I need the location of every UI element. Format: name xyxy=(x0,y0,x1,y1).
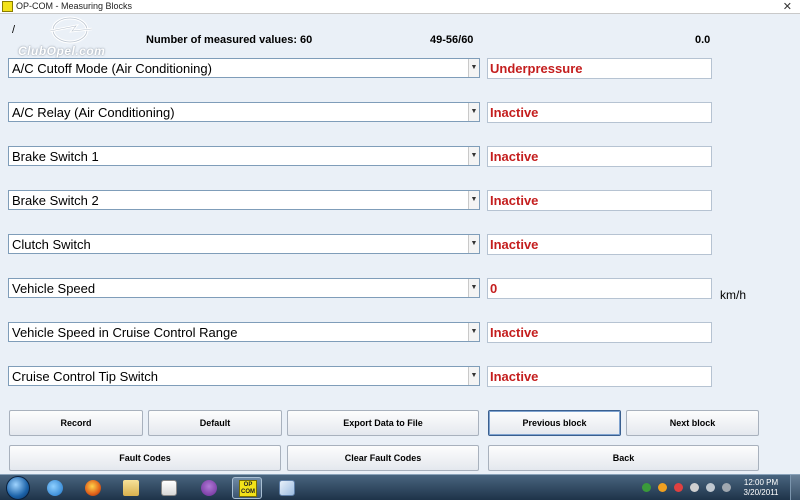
measurement-value: Underpressure xyxy=(490,61,583,76)
device-tray-icon[interactable] xyxy=(706,483,715,492)
dropdown-arrow-icon[interactable]: ▼ xyxy=(468,367,479,385)
measurement-label: Cruise Control Tip Switch xyxy=(12,369,158,384)
opcom-taskbar-button[interactable] xyxy=(232,477,262,499)
back-button[interactable]: Back xyxy=(488,445,759,471)
measurement-select-6[interactable] xyxy=(8,278,480,298)
fault-codes-button[interactable]: Fault Codes xyxy=(9,445,281,471)
measurement-value-2 xyxy=(487,102,712,123)
measurement-value-8 xyxy=(487,366,712,387)
dropdown-arrow-icon[interactable]: ▼ xyxy=(468,279,479,297)
path-indicator: / xyxy=(12,24,16,36)
paint-icon[interactable] xyxy=(272,477,302,499)
clock-date: 3/20/2011 xyxy=(743,488,779,497)
clock[interactable] xyxy=(736,478,786,498)
clear-fault-codes-button[interactable]: Clear Fault Codes xyxy=(287,445,479,471)
power-tray-icon[interactable] xyxy=(722,483,731,492)
measurement-label: Vehicle Speed xyxy=(12,281,96,296)
measurement-value: Inactive xyxy=(490,149,539,164)
measurement-select-3[interactable] xyxy=(8,146,480,166)
dropdown-arrow-icon[interactable]: ▼ xyxy=(468,103,479,121)
measurement-label: Clutch Switch xyxy=(12,237,91,252)
measurement-value-5 xyxy=(487,234,712,255)
next-block-button[interactable]: Next block xyxy=(626,410,759,436)
measurement-value-3 xyxy=(487,146,712,167)
measurement-label: Vehicle Speed in Cruise Control Range xyxy=(12,325,238,340)
measurement-value: Inactive xyxy=(490,369,539,384)
dropdown-arrow-icon[interactable]: ▼ xyxy=(468,147,479,165)
measurement-value-6 xyxy=(487,278,712,299)
measured-values-count: Number of measured values: 60 xyxy=(146,34,313,46)
measurement-value: Inactive xyxy=(490,105,539,120)
measurement-select-7[interactable] xyxy=(8,322,480,342)
clock-time: 12:00 PM xyxy=(743,478,779,487)
measurement-select-2[interactable] xyxy=(8,102,480,122)
measurement-value-1 xyxy=(487,58,712,79)
windows-start-icon[interactable] xyxy=(6,476,30,500)
elapsed-time: 0.0 xyxy=(695,34,711,46)
measurement-label: Brake Switch 2 xyxy=(12,193,99,208)
dropdown-arrow-icon[interactable]: ▼ xyxy=(468,323,479,341)
block-range: 49-56/60 xyxy=(430,34,474,46)
previous-block-button[interactable]: Previous block xyxy=(488,410,621,436)
opcom-taskbar-label: OP COM xyxy=(241,482,255,495)
window-title: OP-COM - Measuring Blocks xyxy=(16,1,133,11)
measurement-label: Brake Switch 1 xyxy=(12,149,99,164)
internet-explorer-icon[interactable] xyxy=(40,477,70,499)
dropdown-arrow-icon[interactable]: ▼ xyxy=(468,235,479,253)
measurement-value-4 xyxy=(487,190,712,211)
measurement-unit: km/h xyxy=(720,288,747,302)
measurement-value-7 xyxy=(487,322,712,343)
media-player-icon[interactable] xyxy=(154,477,184,499)
close-icon[interactable]: ✕ xyxy=(782,1,792,13)
measurement-select-5[interactable] xyxy=(8,234,480,254)
system-tray xyxy=(630,475,800,500)
dropdown-arrow-icon[interactable]: ▼ xyxy=(468,59,479,77)
security-tray-icon[interactable] xyxy=(674,483,683,492)
logo-text: ClubOpel.com xyxy=(18,44,106,58)
measurement-value: 0 xyxy=(490,281,498,296)
measuring-blocks-panel xyxy=(0,14,800,474)
measurement-label: A/C Relay (Air Conditioning) xyxy=(12,105,175,120)
taskbar xyxy=(0,474,800,500)
measurement-label: A/C Cutoff Mode (Air Conditioning) xyxy=(12,61,212,76)
measurement-value: Inactive xyxy=(490,325,539,340)
app-icon xyxy=(2,1,13,12)
firefox-icon[interactable] xyxy=(78,477,108,499)
measurement-value: Inactive xyxy=(490,193,539,208)
record-button[interactable]: Record xyxy=(9,410,143,436)
measurement-select-8[interactable] xyxy=(8,366,480,386)
folder-icon[interactable] xyxy=(116,477,146,499)
dropdown-arrow-icon[interactable]: ▼ xyxy=(468,191,479,209)
volume-tray-icon[interactable] xyxy=(690,483,699,492)
measurement-select-1[interactable] xyxy=(8,58,480,78)
yahoo-messenger-icon[interactable] xyxy=(194,477,224,499)
update-tray-icon[interactable] xyxy=(658,483,667,492)
default-button[interactable]: Default xyxy=(148,410,282,436)
export-data-button[interactable]: Export Data to File xyxy=(287,410,479,436)
network-tray-icon[interactable] xyxy=(642,483,651,492)
measurement-value: Inactive xyxy=(490,237,539,252)
measurement-select-4[interactable] xyxy=(8,190,480,210)
show-desktop-button[interactable] xyxy=(790,475,800,500)
